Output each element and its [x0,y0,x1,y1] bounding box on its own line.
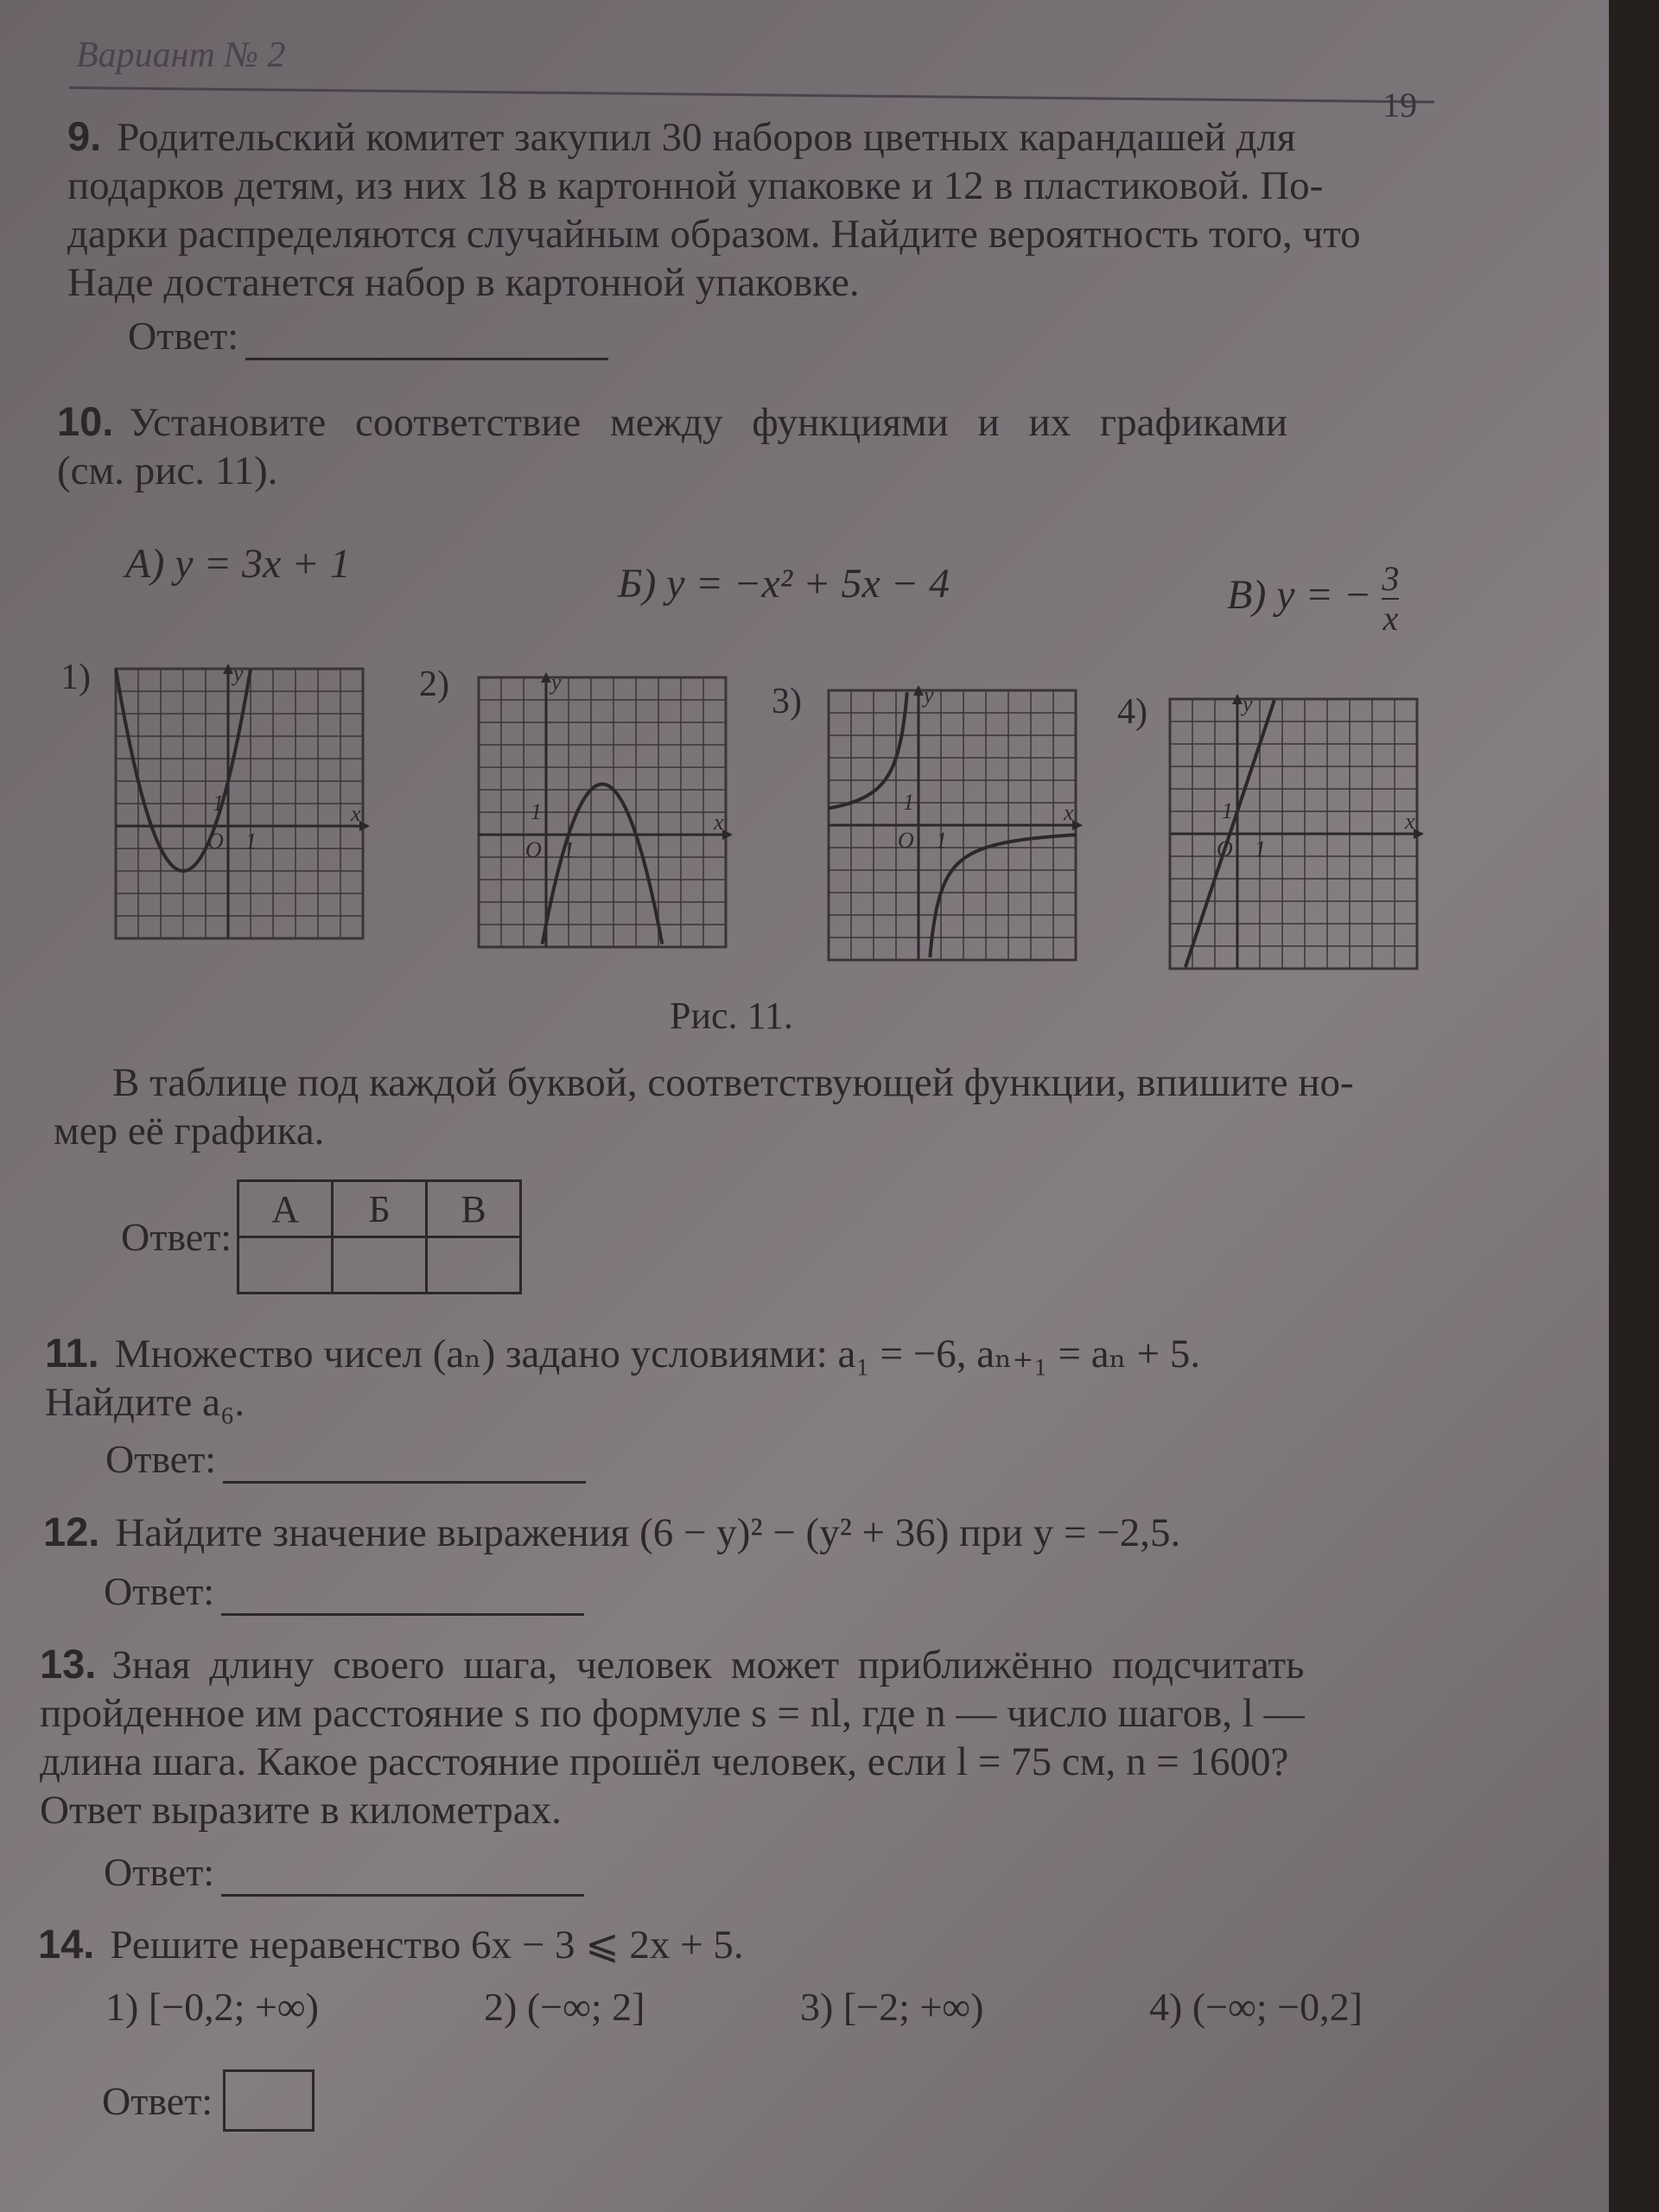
table-header-a: А [238,1181,333,1237]
answer-label: Ответ: [121,1215,232,1259]
q9-line-1: Родительский комитет закупил 30 наборов цветных карандашей для [117,115,1296,160]
origin-label: O [207,829,224,854]
y-axis-label: y [1243,691,1253,716]
answer-blank[interactable] [221,1859,584,1897]
x-axis-label: x [1064,800,1074,825]
q9-line-3: дарки распределяются случайным образом. Найдите вероятность того, что [67,212,1361,257]
x-axis-label: x [1405,809,1415,834]
graph-4 [1158,687,1426,981]
y-unit-label: 1 [1222,798,1233,823]
answer-cell-a[interactable] [238,1237,333,1294]
fraction-numerator: 3 [1382,559,1400,598]
q14-answer [102,2069,315,2132]
x-axis-arrow [359,821,370,831]
table-header-c: В [427,1181,521,1237]
question-number: 13. [40,1641,97,1687]
q9-line-2: подарков детям, из них 18 в картонной упаковке и 12 в пластиковой. По- [67,163,1324,208]
question-number: 10. [57,398,114,444]
q11-line-1: Множество чисел (aₙ) задано условиями: a₁ = −6, aₙ₊₁ = aₙ + 5. [114,1332,1201,1376]
y-unit-label: 1 [903,790,914,815]
variant-header: Вариант № 2 [76,35,286,75]
graph-2 [467,665,734,959]
answer-label: Ответ: [102,2078,213,2123]
answer-label: Ответ: [128,314,239,358]
q13-answer [104,1848,1305,1897]
instruction-line-1: В таблице под каждой буквой, соответствующей функции, впишите но- [112,1060,1354,1105]
answer-label: Ответ: [104,1850,215,1894]
question-12 [43,1508,1180,1616]
question-number: 12. [43,1509,100,1554]
y-unit-label: 1 [531,799,542,824]
answer-table [237,1179,522,1294]
q11-answer [105,1435,1200,1484]
q12-text: Найдите значение выражения (6 − y)² − (y² + 36) при y = −2,5. [115,1510,1181,1555]
function-curve [829,692,907,808]
answer-blank[interactable] [245,323,608,360]
graph-3-label: 3) [772,682,802,721]
q14-text: Решите неравенство 6x − 3 ⩽ 2x + 5. [110,1923,744,1967]
question-11 [45,1329,1200,1484]
x-unit-label: 1 [936,828,947,853]
y-axis-label: y [551,670,562,695]
table-header-b: Б [333,1181,427,1237]
question-10 [57,397,1287,495]
q10-instruction [54,1058,1354,1155]
answer-cell-b[interactable] [333,1237,427,1294]
answer-label: Ответ: [104,1569,215,1613]
x-axis-arrow [722,830,733,840]
function-b: Б) y = −x² + 5x − 4 [618,561,950,607]
option-1[interactable]: 1) [−0,2; +∞) [105,1985,319,2029]
answer-blank[interactable] [221,1579,584,1616]
option-2[interactable]: 2) (−∞; 2] [484,1985,645,2029]
q10-line-1: Установите соответствие между функциями и их графиками [129,400,1287,445]
question-9 [67,112,1361,360]
function-c-prefix: В) y = − [1227,572,1372,619]
q10-line-2: (см. рис. 11). [57,448,278,493]
page-number: 19 [1382,86,1417,124]
option-4[interactable]: 4) (−∞; −0,2] [1149,1985,1363,2029]
q13-line-3: длина шага. Какое расстояние прошёл человек, если l = 75 см, n = 1600? [40,1739,1289,1784]
graph-2-label: 2) [419,664,449,704]
option-3[interactable]: 3) [−2; +∞) [800,1985,984,2029]
function-a: А) y = 3x + 1 [125,541,351,587]
fraction-denominator: x [1382,599,1399,638]
q11-line-2: Найдите a₆. [45,1380,245,1425]
q13-line-4: Ответ выразите в километрах. [40,1788,562,1833]
question-number: 11. [45,1330,99,1376]
question-14 [38,1920,744,1969]
y-axis-label: y [924,683,934,708]
answer-label: Ответ: [105,1437,217,1481]
origin-label: O [898,828,914,853]
origin-label: O [525,837,542,862]
x-unit-label: 1 [563,837,575,862]
origin-label: O [1217,836,1233,861]
x-axis-label: x [351,801,361,826]
q12-answer [104,1567,1180,1616]
function-c [1227,560,1399,638]
x-unit-label: 1 [245,829,257,854]
q10-answer [121,1179,522,1294]
header-rule [69,86,1434,104]
q13-line-1: Зная длину своего шага, человек может приближённо подсчитать [111,1643,1305,1688]
graph-1-label: 1) [60,658,91,697]
graph-1 [104,657,372,950]
answer-cell-c[interactable] [427,1237,521,1294]
q9-answer [128,312,1361,360]
x-unit-label: 1 [1255,836,1266,861]
figure-caption: Рис. 11. [670,995,793,1037]
question-number: 14. [38,1921,95,1967]
graph-3 [817,678,1084,972]
question-number: 9. [67,113,102,159]
instruction-line-2: мер её графика. [54,1109,325,1154]
question-13 [40,1640,1305,1897]
y-unit-label: 1 [213,791,224,816]
x-axis-arrow [1072,820,1083,830]
answer-box[interactable] [223,2069,315,2132]
function-curve [543,785,663,944]
x-axis-label: x [714,810,724,835]
q9-line-4: Наде достанется набор в картонной упаковке. [67,260,860,305]
x-axis-arrow [1414,829,1424,839]
q13-line-2: пройденное им расстояние s по формуле s = nl, где n — число шагов, l — [40,1691,1305,1736]
y-axis-label: y [233,661,244,686]
graph-4-label: 4) [1117,692,1147,732]
answer-blank[interactable] [223,1446,586,1484]
